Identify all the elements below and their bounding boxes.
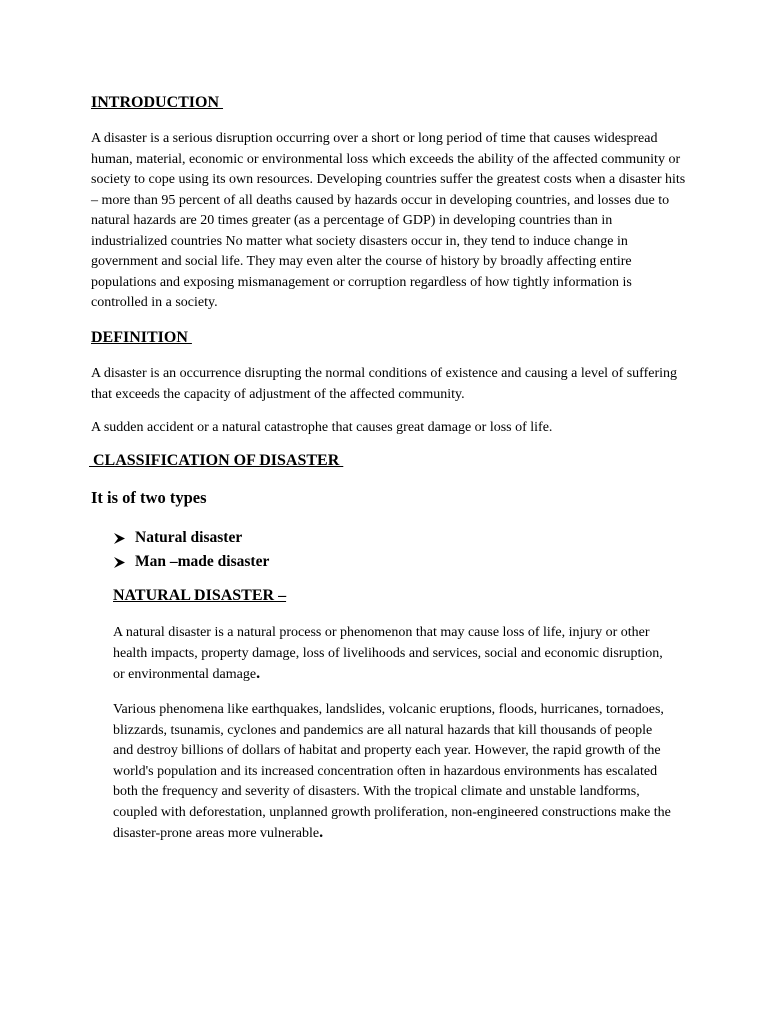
- list-item: [113, 526, 269, 550]
- natural-disaster-paragraph-2-text: Various phenomena like earthquakes, landslides, volcanic eruptions, floods, hurricanes, tornadoes, blizzards, tsunamis, cyclones and pandemics are all natural hazards that kill thousands of people and destroy billions of dollars of habitat and property each year. However, the rapid growth of the world's population and its increased concentration often in hazardous environments has escalated both the frequency and severity of disasters. With the tropical climate and unstable landforms, coupled with deforestation, unplanned growth proliferation, non-engineered constructions make the disaster-prone areas more vulnerable: [113, 702, 671, 841]
- list-item-label: Natural disaster: [135, 529, 243, 546]
- natural-disaster-paragraph-2: [113, 700, 673, 845]
- disaster-types-list: [113, 526, 269, 574]
- paragraph-1-period: .: [256, 665, 261, 682]
- list-item: [113, 550, 269, 574]
- definition-paragraph-1: A disaster is an occurrence disrupting the normal conditions of existence and causing a level of suffering that exceeds the capacity of adjustment of the affected community.: [91, 366, 678, 402]
- introduction-paragraph: A disaster is a serious disruption occurring over a short or long period of time that causes widespread human, material, economic or environmental loss which exceeds the ability of the affected community or society to cope using its own resources. Developing countries suffer the greatest costs when a disaster hits – more than 95 percent of all deaths caused by hazards occur in developing countries, and losses due to natural hazards are 20 times greater (as a percentage of GDP) in developing countries than in industrialized countries No matter what society disasters occur in, they tend to induce change in government and social life. They may even alter the course of history by broadly affecting entire populations and exposing mismanagement or corruption regardless of how tightly information is controlled in a society.: [91, 131, 686, 310]
- natural-disaster-paragraph-1-text: A natural disaster is a natural process or phenomenon that may cause loss of life, injury or other health impacts, property damage, loss of livelihoods and services, social and economic disruption, or environmental damage: [113, 625, 663, 682]
- classification-heading: CLASSIFICATION OF DISASTER: [89, 452, 344, 469]
- arrow-bullet-icon: [113, 532, 135, 545]
- arrow-bullet-icon: [113, 556, 135, 569]
- definition-paragraph-2: A sudden accident or a natural catastrophe that causes great damage or loss of life.: [91, 420, 553, 435]
- paragraph-2-period: .: [319, 824, 324, 841]
- definition-heading: DEFINITION: [91, 329, 192, 346]
- natural-disaster-paragraph-1: [113, 623, 673, 686]
- natural-disaster-heading: NATURAL DISASTER –: [113, 587, 287, 604]
- list-item-label: Man –made disaster: [135, 553, 270, 570]
- classification-intro: It is of two types: [91, 488, 207, 507]
- introduction-heading: INTRODUCTION: [91, 94, 224, 111]
